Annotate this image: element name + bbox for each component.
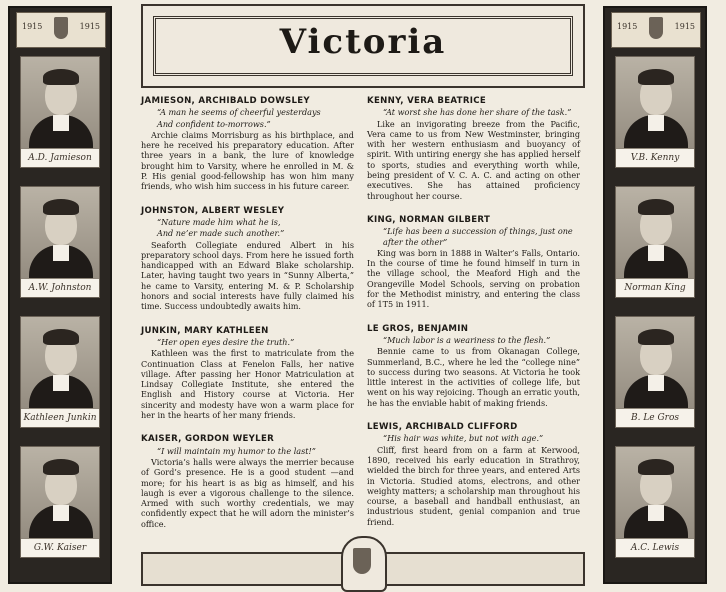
biography-entry bbox=[367, 96, 580, 201]
signature: A.D. Jamieson bbox=[21, 148, 99, 167]
signature: A.C. Lewis bbox=[616, 538, 694, 557]
signature: Norman King bbox=[616, 278, 694, 297]
entry-body: Archie claims Morrisburg as his birthplace, and here he received his preparatory education. After three years in a bank, the lure of knowledge brought him to Varsity, where he enrolled in M. & P. His genial good-fellowship has won him many friends, who wish him success in his future career. bbox=[141, 129, 354, 192]
crest-year: 1915 bbox=[22, 22, 43, 31]
entry-quote: And ne’er made such another.” bbox=[157, 228, 285, 239]
entry-name: LEWIS, ARCHIBALD CLIFFORD bbox=[367, 422, 518, 433]
university-seal-icon bbox=[341, 536, 387, 592]
left-portrait-column bbox=[8, 6, 112, 584]
portrait-lewis bbox=[615, 446, 695, 558]
entry-body: Victoria’s halls were always the merrier because of Gord’s presence. He is a good student —and more; for his heart is as big as himself, and his laugh is ever a vigorous challenge to the silence. Armed with such worthy credentials, we may confidently expect that he will adorn the minister’s office. bbox=[141, 456, 354, 529]
entry-body: Cliff, first heard from on a farm at Kerwood, 1890, received his early education in Strathroy, wielded the birch for three years, and entered Arts in Victoria. Studied atoms, electrons, and other weighty matters; a scholarship man throughout his course, a baseball and handball enthusiast, an industrious student, genial companion and true friend. bbox=[367, 444, 580, 527]
title-banner bbox=[141, 4, 585, 88]
entry-quote: “Life has been a succession of things, just one after the other” bbox=[383, 226, 573, 247]
entry-quote: “His hair was white, but not with age.” bbox=[383, 433, 544, 444]
crest-year: 1915 bbox=[79, 22, 100, 31]
biography-columns bbox=[141, 96, 585, 566]
portrait-johnston bbox=[20, 186, 100, 298]
entry-body: King was born in 1888 in Walter’s Falls, Ontario. In the course of time he found himself in turn in the village school, the Meaford High and the Orangeville Model Schools, serving on probation for the Methodist ministry, and entering the class of 1T5 in 1911. bbox=[367, 247, 580, 310]
biography-entry bbox=[141, 434, 354, 529]
biography-entry bbox=[141, 96, 354, 192]
signature: G.W. Kaiser bbox=[21, 538, 99, 557]
entry-name: KAISER, GORDON WEYLER bbox=[141, 434, 275, 445]
signature: V.B. Kenny bbox=[616, 148, 694, 167]
page-title: Victoria bbox=[279, 22, 447, 62]
biography-column-left bbox=[141, 96, 354, 543]
entry-name: JOHNSTON, ALBERT WESLEY bbox=[141, 205, 285, 216]
entry-body: Like an invigorating breeze from the Pacific, Vera came to us from New Westminster, bringing with her western enthusiasm and buoyancy of spirit. With untiring energy she has applied herself to sports, studies and everything worth while, being president of V. C. A. C. and acting on other executives. She has attained proficiency throughout her course. bbox=[367, 118, 580, 201]
biography-entry bbox=[141, 206, 354, 312]
entry-quote: “Much labor is a weariness to the flesh.” bbox=[383, 334, 551, 345]
crest-year: 1915 bbox=[674, 22, 695, 31]
entry-name: JAMIESON, ARCHIBALD DOWSLEY bbox=[141, 96, 310, 106]
biography-entry bbox=[367, 422, 580, 527]
right-portrait-column bbox=[603, 6, 707, 584]
entry-quote: “Nature made him what he is, bbox=[157, 216, 281, 227]
signature: A.W. Johnston bbox=[21, 278, 99, 297]
biography-column-right bbox=[367, 96, 580, 541]
entry-name: KENNY, VERA BEATRICE bbox=[367, 96, 487, 106]
biography-entry bbox=[141, 326, 354, 421]
entry-body: Bennie came to us from Okanagan College, Summerland, B.C., where he led the “college nine” to success during two seasons. At Victoria he took little interest in the activities of college life, but went on his way rejoicing. Though an erratic youth, he has the enviable habit of making friends. bbox=[367, 346, 580, 408]
right-crest bbox=[611, 12, 701, 48]
signature: B. Le Gros bbox=[616, 408, 694, 427]
biography-entry bbox=[367, 215, 580, 310]
entry-body: Kathleen was the first to matriculate from the Continuation Class at Fenelon Falls, her native village. After passing her Honor Matriculation at Lindsay Collegiate Institute, she entered the English and History course at Victoria. Her sincerity and modesty have won a warm place for her in the hearts of her many friends. bbox=[141, 348, 354, 421]
entry-quote: “Her open eyes desire the truth.” bbox=[157, 336, 295, 347]
entry-quote: “A man he seems of cheerful yesterdays bbox=[157, 107, 321, 118]
portrait-kenny bbox=[615, 56, 695, 168]
portrait-king bbox=[615, 186, 695, 298]
portrait-le-gros bbox=[615, 316, 695, 428]
entry-name: KING, NORMAN GILBERT bbox=[367, 214, 491, 225]
portrait-junkin bbox=[20, 316, 100, 428]
crest-year: 1915 bbox=[617, 22, 638, 31]
signature: Kathleen Junkin bbox=[21, 408, 99, 427]
seal-core bbox=[353, 548, 371, 574]
left-crest bbox=[16, 12, 106, 48]
entry-name: JUNKIN, MARY KATHLEEN bbox=[141, 325, 269, 336]
entry-name: LE GROS, BENJAMIN bbox=[367, 323, 469, 334]
portrait-jamieson bbox=[20, 56, 100, 168]
university-shield-icon bbox=[649, 17, 663, 39]
entry-quote: And confident to-morrows.” bbox=[157, 118, 271, 129]
portrait-kaiser bbox=[20, 446, 100, 558]
university-shield-icon bbox=[54, 17, 68, 39]
entry-body: Seaforth Collegiate endured Albert in his preparatory school days. From here he issued forth handicapped with an Edward Blake scholarship. Later, having taught two years in “Sunny Alberta,” he came to Varsity, entering M. & P. Scholarship honors and social interests have fully claimed his time. Success undoubtedly awaits him. bbox=[141, 239, 354, 312]
entry-quote: “I will maintain my humor to the last!” bbox=[157, 445, 316, 456]
biography-entry bbox=[367, 324, 580, 408]
entry-quote: “At worst she has done her share of the task.” bbox=[383, 107, 572, 118]
